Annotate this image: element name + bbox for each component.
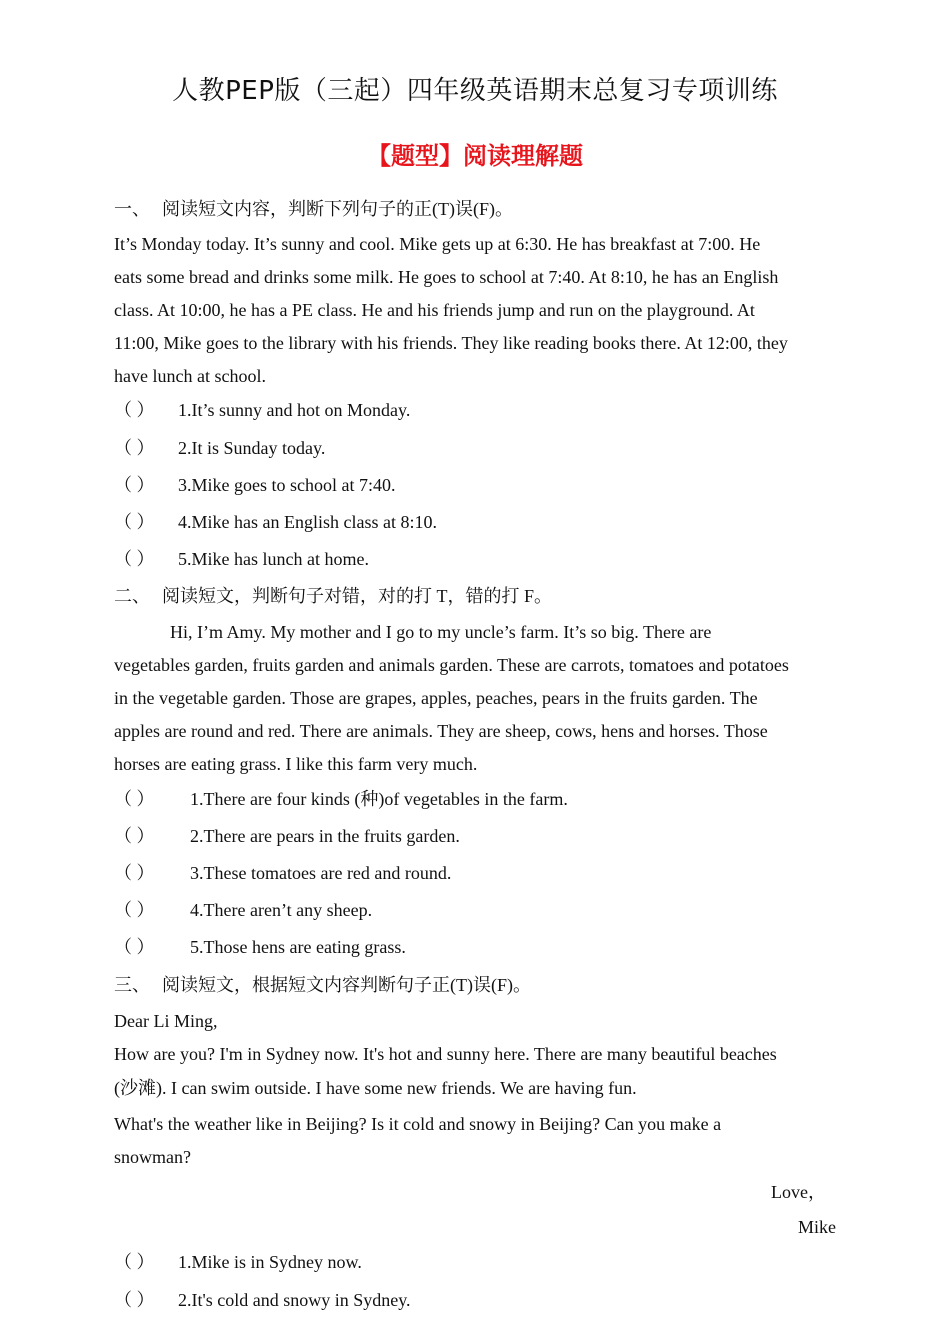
section2-instruction: 阅读短文，判断句子对错，对的打 T，错的打 F。 <box>162 586 553 606</box>
question-text: 5.Mike has lunch at home. <box>178 549 369 569</box>
section3-number: 三、 <box>114 975 150 995</box>
section2-question <box>114 898 372 922</box>
answer-blank[interactable]: （ ） <box>114 789 155 809</box>
section2-passage-line: apples are round and red. There are animals. They are sheep, cows, hens and horses. Those <box>114 721 768 741</box>
question-text: 1.It’s sunny and hot on Monday. <box>178 400 411 420</box>
section1-question <box>114 473 395 497</box>
section1-number: 一、 <box>114 199 150 219</box>
section2-question <box>114 861 451 885</box>
question-text: 2.It is Sunday today. <box>178 438 326 458</box>
section2-passage-line: Hi, I’m Amy. My mother and I go to my uncle’s farm. It’s so big. There are <box>170 622 712 642</box>
section1-passage-line: class. At 10:00, he has a PE class. He and his friends jump and run on the playground. At <box>114 300 755 320</box>
answer-blank[interactable]: （ ） <box>114 937 155 957</box>
section3-passage-line: (沙滩). I can swim outside. I have some new friends. We are having fun. <box>114 1078 637 1098</box>
section1-heading <box>114 197 513 221</box>
answer-blank[interactable]: （ ） <box>114 475 155 495</box>
section1-question <box>114 436 325 460</box>
question-text: 3.Mike goes to school at 7:40. <box>178 475 396 495</box>
question-text: 2.There are pears in the fruits garden. <box>190 826 460 846</box>
section2-question <box>114 787 568 811</box>
section2-heading <box>114 584 552 608</box>
document-subtitle: 【题型】阅读理解题 <box>367 142 583 170</box>
section3-question <box>114 1288 411 1312</box>
answer-blank[interactable]: （ ） <box>114 400 155 420</box>
section3-question <box>114 1250 362 1274</box>
letter-signature: Mike <box>798 1217 836 1237</box>
answer-blank[interactable]: （ ） <box>114 1290 155 1310</box>
question-text: 4.Mike has an English class at 8:10. <box>178 512 437 532</box>
section2-passage-line: in the vegetable garden. Those are grapes, apples, peaches, pears in the fruits garden. The <box>114 688 758 708</box>
section2-passage-line: horses are eating grass. I like this farm very much. <box>114 754 478 774</box>
answer-blank[interactable]: （ ） <box>114 900 155 920</box>
section1-passage-line: It’s Monday today. It’s sunny and cool. Mike gets up at 6:30. He has breakfast at 7:00. He <box>114 234 761 254</box>
question-text: 3.These tomatoes are red and round. <box>190 863 452 883</box>
section1-question <box>114 510 437 534</box>
section1-passage-line: eats some bread and drinks some milk. He goes to school at 7:40. At 8:10, he has an English <box>114 267 779 287</box>
section3-passage-line: What's the weather like in Beijing? Is it cold and snowy in Beijing? Can you make a <box>114 1114 722 1134</box>
answer-blank[interactable]: （ ） <box>114 863 155 883</box>
question-text: 1.Mike is in Sydney now. <box>178 1252 362 1272</box>
answer-blank[interactable]: （ ） <box>114 512 155 532</box>
document-title: 人教PEP版（三起）四年级英语期末总复习专项训练 <box>172 76 778 106</box>
question-text: 5.Those hens are eating grass. <box>190 937 406 957</box>
section1-question <box>114 398 410 422</box>
section3-passage-line: How are you? I'm in Sydney now. It's hot and sunny here. There are many beautiful beaches <box>114 1044 777 1064</box>
letter-closing: Love， <box>771 1182 826 1202</box>
question-text: 1.There are four kinds (种)of vegetables in the farm. <box>190 789 568 809</box>
question-text: 4.There aren’t any sheep. <box>190 900 373 920</box>
section2-question <box>114 935 406 959</box>
answer-blank[interactable]: （ ） <box>114 1252 155 1272</box>
section3-heading <box>114 973 531 997</box>
section1-passage-line: have lunch at school. <box>114 366 266 386</box>
answer-blank[interactable]: （ ） <box>114 438 155 458</box>
letter-greeting: Dear Li Ming, <box>114 1011 218 1031</box>
section2-number: 二、 <box>114 586 150 606</box>
section1-passage-line: 11:00, Mike goes to the library with his friends. They like reading books there. At 12:00, they <box>114 333 788 353</box>
section3-instruction: 阅读短文，根据短文内容判断句子正(T)误(F)。 <box>162 975 531 995</box>
section2-passage-line: vegetables garden, fruits garden and animals garden. These are carrots, tomatoes and potatoes <box>114 655 789 675</box>
section1-instruction: 阅读短文内容，判断下列句子的正(T)误(F)。 <box>162 199 513 219</box>
answer-blank[interactable]: （ ） <box>114 826 155 846</box>
section2-question <box>114 824 460 848</box>
section1-question <box>114 547 369 571</box>
question-text: 2.It's cold and snowy in Sydney. <box>178 1290 411 1310</box>
section3-passage-line: snowman? <box>114 1147 191 1167</box>
answer-blank[interactable]: （ ） <box>114 549 155 569</box>
